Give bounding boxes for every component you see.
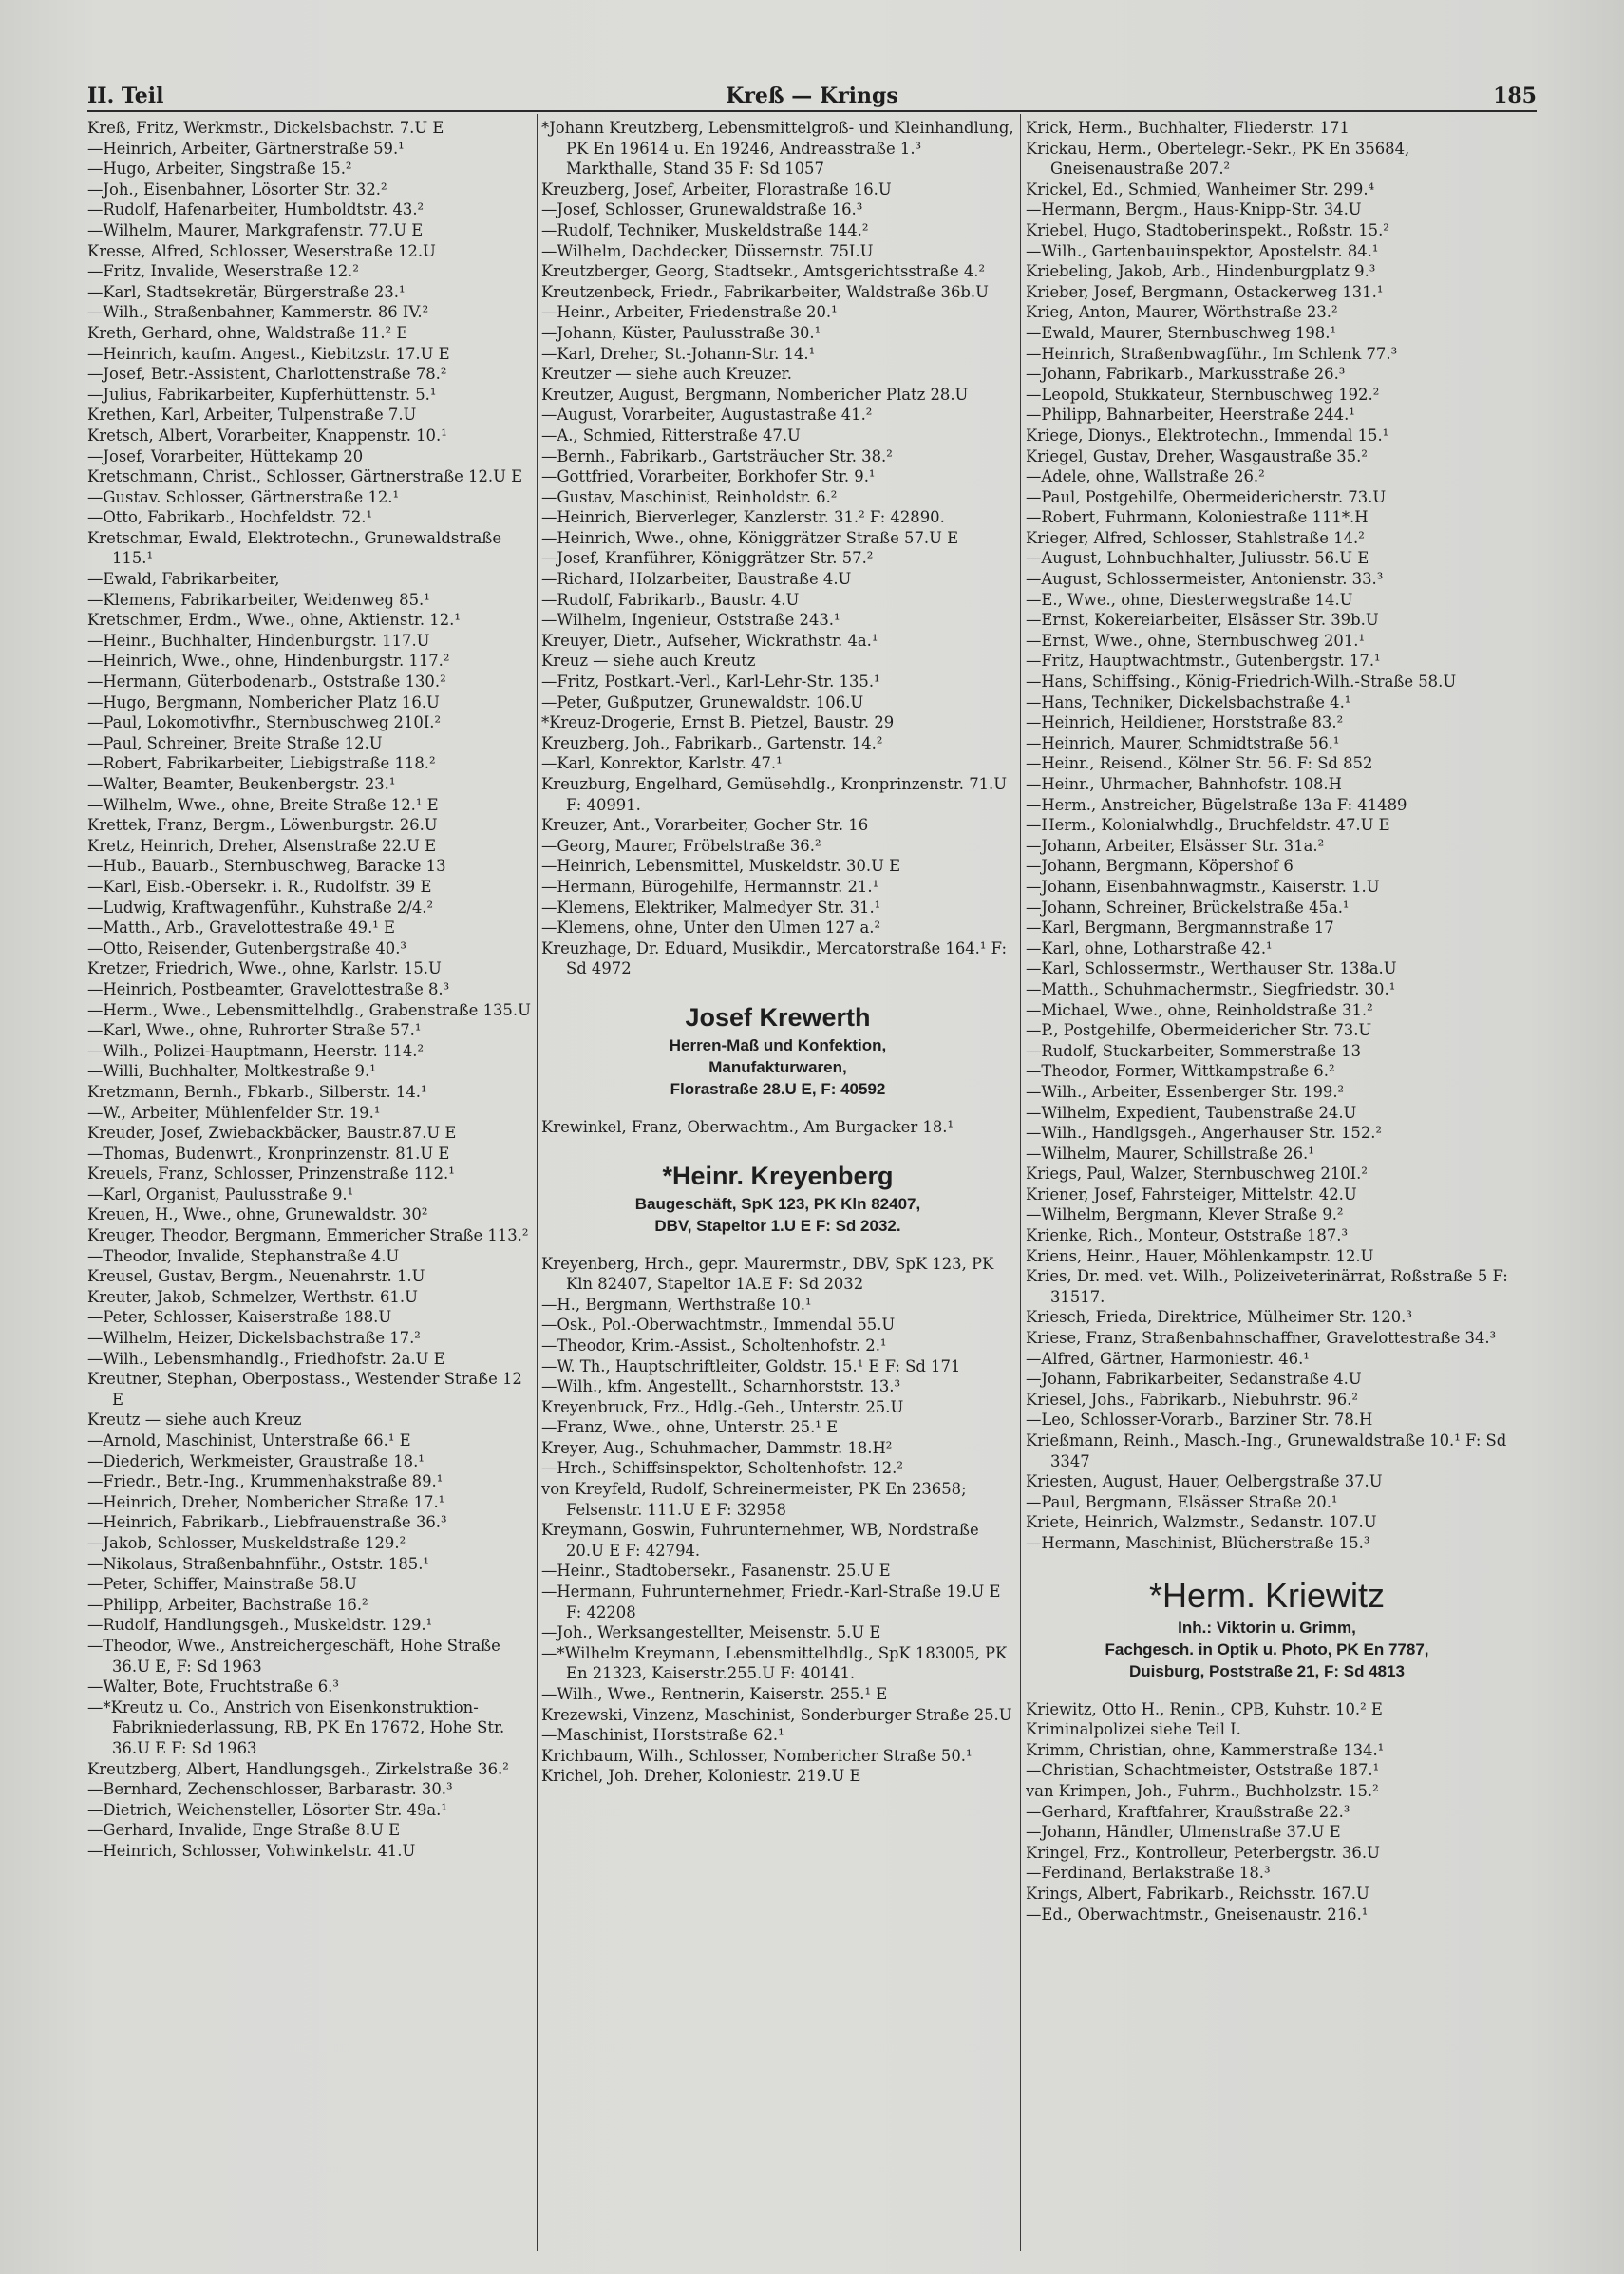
directory-entry: —Leopold, Stukkateur, Sternbuschweg 192.² [1026,385,1380,404]
ad-line: Duisburg, Poststraße 21, F: Sd 4813 [1128,1661,1406,1680]
directory-entry: —Rudolf, Fabrikarb., Baustr. 4.U [541,590,800,609]
directory-entry: Kreuen, H., Wwe., ohne, Grunewaldstr. 30² [87,1205,428,1224]
directory-entry: —Heinrich, Wwe., ohne, Hindenburgstr. 117.² [87,652,450,671]
directory-entry: —H., Bergmann, Werthstraße 10.¹ [541,1295,812,1314]
advertisement [1026,1575,1508,1682]
directory-entry: —Karl, Organist, Paulusstraße 9.¹ [87,1184,354,1203]
directory-entry: —Rudolf, Handlungsgeh., Muskeldstr. 129.¹ [87,1616,433,1635]
directory-entry: —Matth., Schuhmachermstr., Siegfriedstr. 30.¹ [1026,979,1396,998]
directory-entry: —Franz, Wwe., ohne, Unterstr. 25.¹ E [541,1418,839,1437]
directory-entry: —August, Schlossermeister, Antonienstr. 33.³ [1026,570,1384,589]
directory-entry: —Wilhelm, Bergmann, Klever Straße 9.² [1026,1205,1344,1224]
directory-entry: Kreyenbruck, Frz., Hdlg.-Geh., Unterstr. 25.U [541,1397,904,1416]
directory-entry: —Robert, Fabrikarbeiter, Liebigstraße 118.² [87,754,436,773]
ad-line: Manufakturwaren, [708,1057,847,1076]
directory-entry: Kreyenberg, Hrch., gepr. Maurermstr., DBV, SpK 123, PK Kln 82407, Stapeltor 1A.E F: Sd 2032 [541,1254,994,1294]
directory-entry: —Herm., Kolonialwhdlg., Bruchfeldstr. 47.U E [1026,816,1390,835]
directory-entry: Krienke, Rich., Monteur, Oststraße 187.³ [1026,1226,1349,1245]
directory-entry: Krieger, Alfred, Schlosser, Stahlstraße 14.² [1026,528,1365,547]
directory-entry: —Ludwig, Kraftwagenführ., Kuhstraße 2/4.² [87,898,434,917]
directory-entry: —Heinr., Reisend., Kölner Str. 56. F: Sd 852 [1026,754,1373,773]
directory-entry: —Heinrich, Schlosser, Vohwinkelstr. 41.U [87,1841,416,1860]
directory-entry: —Friedr., Betr.-Ing., Krummenhakstraße 89.¹ [87,1472,444,1491]
directory-entry: Kreuder, Josef, Zwiebackbäcker, Baustr.87.U E [87,1124,457,1143]
directory-entry: —Hans, Schiffsing., König-Friedrich-Wilh.-Straße 58.U [1026,673,1457,692]
directory-entry: —Joh., Werksangestellter, Meisenstr. 5.U E [541,1623,881,1642]
directory-entry: —Karl, Konrektor, Karlstr. 47.¹ [541,754,783,773]
section-label: II. Teil [87,84,164,108]
directory-entry: —Joh., Eisenbahner, Lösorter Str. 32.² [87,180,387,199]
directory-entry: Kretsch, Albert, Vorarbeiter, Knappenstr. 10.¹ [87,426,447,445]
directory-entry: —Hermann, Güterbodenarb., Oststraße 130.² [87,673,446,692]
directory-entry: —Ed., Oberwachtmstr., Gneisenaustr. 216.¹ [1026,1904,1369,1923]
column-right [1026,118,1508,2255]
directory-entry: —August, Vorarbeiter, Augustastraße 41.² [541,406,873,425]
directory-entry: —Heinrich, Dreher, Nombericher Straße 17.¹ [87,1492,445,1511]
directory-entry: —Willi, Buchhalter, Moltkestraße 9.¹ [87,1062,376,1081]
directory-entry: Krichbaum, Wilh., Schlosser, Nombericher Straße 50.¹ [541,1746,973,1765]
directory-entry: Krings, Albert, Fabrikarb., Reichsstr. 167.U [1026,1884,1369,1903]
directory-entry: —Wilhelm, Dachdecker, Düssernstr. 75I.U [541,241,874,260]
directory-entry: Kriminalpolizei siehe Teil I. [1026,1720,1241,1739]
directory-entry: —Hrch., Schiffsinspektor, Scholtenhofstr. 12.² [541,1459,903,1478]
directory-entry: Kringel, Frz., Kontrolleur, Peterbergstr. 36.U [1026,1843,1380,1862]
directory-entry: —Alfred, Gärtner, Harmoniestr. 46.¹ [1026,1349,1310,1368]
directory-entry: Krickau, Herm., Obertelegr.-Sekr., PK En 35684, Gneisenaustraße 207.² [1026,139,1410,179]
ad-name: Josef Krewerth [685,1002,871,1032]
directory-entry: —Herm., Anstreicher, Bügelstraße 13a F: 41489 [1026,795,1407,814]
directory-entry: Kreth, Gerhard, ohne, Waldstraße 11.² E [87,323,408,342]
directory-entry: —P., Postgehilfe, Obermeidericher Str. 73.U [1026,1021,1372,1040]
directory-entry: —*Wilhelm Kreymann, Lebensmittelhdlg., SpK 183005, PK En 21323, Kaiserstr.255.U F: 40141. [541,1643,1008,1683]
directory-entry: —Wilh., Handlgsgeh., Angerhauser Str. 152.² [1026,1124,1383,1143]
directory-entry: —Wilh., Straßenbahner, Kammerstr. 86 IV.² [87,303,429,322]
directory-entry: —Heinrich, Maurer, Schmidtstraße 56.¹ [1026,733,1340,752]
directory-entry: Krichel, Joh. Dreher, Koloniestr. 219.U E [541,1767,861,1786]
directory-entry: —Gottfried, Vorarbeiter, Borkhofer Str. 9.¹ [541,467,876,486]
page-title: Kreß — Krings [726,84,898,108]
directory-entry: —Hermann, Bürogehilfe, Hermannstr. 21.¹ [541,877,879,896]
directory-entry: —Robert, Fuhrmann, Koloniestraße 111*.H [1026,508,1369,527]
directory-entry: Krimm, Christian, ohne, Kammerstraße 134.¹ [1026,1740,1385,1759]
directory-entry: —Josef, Vorarbeiter, Hüttekamp 20 [87,446,364,465]
directory-entry: —Heinrich, Heildiener, Horststraße 83.² [1026,713,1344,732]
directory-entry: —Maschinist, Horststraße 62.¹ [541,1726,784,1745]
directory-entry: Kresse, Alfred, Schlosser, Weserstraße 12.U [87,241,436,260]
directory-entry: —Karl, Wwe., ohne, Ruhrorter Straße 57.¹ [87,1021,422,1040]
directory-entry: —Wilhelm, Heizer, Dickelsbachstraße 17.² [87,1329,421,1348]
directory-entry: Kreutzer — siehe auch Kreuzer. [541,365,792,384]
directory-entry: —Adele, ohne, Wallstraße 26.² [1026,467,1265,486]
directory-entry: Krethen, Karl, Arbeiter, Tulpenstraße 7.U [87,406,417,425]
directory-entry: Kreutzberger, Georg, Stadtsekr., Amtsgerichtsstraße 4.² [541,262,986,281]
directory-entry: Krezewski, Vinzenz, Maschinist, Sonderburger Straße 25.U [541,1705,1012,1724]
column-middle [541,118,1014,2255]
directory-entry: —Theodor, Wwe., Anstreichergeschäft, Hohe Straße 36.U E, F: Sd 1963 [87,1636,500,1676]
ad-line: Baugeschäft, SpK 123, PK Kln 82407, [634,1194,921,1213]
directory-entry: Kriege, Dionys., Elektrotechn., Immendal 15.¹ [1026,426,1389,445]
directory-entry: —Heinrich, Arbeiter, Gärtnerstraße 59.¹ [87,139,405,158]
directory-entry: Kreuels, Franz, Schlosser, Prinzenstraße 112.¹ [87,1165,455,1184]
directory-entry: —August, Lohnbuchhalter, Juliusstr. 56.U E [1026,549,1369,568]
directory-entry: Kries, Dr. med. vet. Wilh., Polizeiveterinärrat, Roßstraße 5 F: 31517. [1026,1267,1508,1306]
directory-entry: —Josef, Kranführer, Königgrätzer Str. 57.² [541,549,874,568]
directory-entry: —Peter, Gußputzer, Grunewaldstr. 106.U [541,692,864,711]
directory-entry: Kreß, Fritz, Werkmstr., Dickelsbachstr. 7.U E [87,119,444,137]
column-divider [537,114,538,2251]
directory-entry: —Heinr., Buchhalter, Hindenburgstr. 117.U [87,631,430,650]
directory-entry: —Walter, Bote, Fruchtstraße 6.³ [87,1677,339,1696]
directory-entry: —Wilhelm, Expedient, Taubenstraße 24.U [1026,1103,1357,1122]
directory-entry: —Josef, Betr.-Assistent, Charlottenstraße 78.² [87,365,447,384]
directory-entry: —Ferdinand, Berlakstraße 18.³ [1026,1864,1271,1883]
directory-entry: —Fritz, Hauptwachtmstr., Gutenbergstr. 17.¹ [1026,652,1381,671]
directory-entry: —Wilh., Lebensmhandlg., Friedhofstr. 2a.U E [87,1349,445,1368]
directory-entry: Kreutner, Stephan, Oberpostass., Westender Straße 12 E [87,1370,522,1409]
directory-entry: —Philipp, Arbeiter, Bachstraße 16.² [87,1595,368,1614]
directory-entry: —Wilh., Arbeiter, Essenberger Str. 199.² [1026,1082,1345,1101]
directory-entry: —Heinrich, Straßenbwagführ., Im Schlenk 77.³ [1026,344,1398,363]
directory-entry: —Karl, Eisb.-Obersekr. i. R., Rudolfstr. 39 E [87,877,432,896]
directory-entry: Krieber, Josef, Bergmann, Ostackerweg 131.¹ [1026,282,1384,301]
directory-entry: Kriesel, Johs., Fabrikarb., Niebuhrstr. 96.² [1026,1390,1358,1409]
directory-entry: —Karl, ohne, Lotharstraße 42.¹ [1026,938,1273,957]
directory-entry: Kriewitz, Otto H., Renin., CPB, Kuhstr. 10.² E [1026,1699,1383,1718]
column-left [87,118,532,2255]
directory-entry: Kreuzberg, Joh., Fabrikarb., Gartenstr. 14.² [541,733,883,752]
ad-line: Florastraße 28.U E, F: 40592 [670,1079,886,1098]
directory-entry: —Theodor, Krim.-Assist., Scholtenhofstr. 2.¹ [541,1336,887,1355]
directory-entry: —Hub., Bauarb., Sternbuschweg, Baracke 13 [87,857,446,876]
directory-entry: —Johann, Eisenbahnwagmstr., Kaiserstr. 1.U [1026,877,1380,896]
directory-entry: Kreyer, Aug., Schuhmacher, Dammstr. 18.H² [541,1438,893,1457]
directory-entry: —Rudolf, Techniker, Muskeldstraße 144.² [541,220,869,239]
directory-entry: —Diederich, Werkmeister, Graustraße 18.¹ [87,1451,425,1470]
directory-entry: —Karl, Schlossermstr., Werthauser Str. 138a.U [1026,959,1397,978]
directory-entry: —Michael, Wwe., ohne, Reinholdstraße 31.² [1026,1000,1373,1019]
directory-entry: —Fritz, Postkart.-Verl., Karl-Lehr-Str. 135.¹ [541,673,880,692]
directory-entry: —Gustav, Maschinist, Reinholdstr. 6.² [541,487,838,506]
directory-entry: —Jakob, Schlosser, Muskeldstraße 129.² [87,1533,406,1552]
directory-entry: —Josef, Schlosser, Grunewaldstraße 16.³ [541,200,863,219]
directory-entry: —Nikolaus, Straßenbahnführ., Oststr. 185.¹ [87,1554,429,1573]
directory-entry: Kreuz — siehe auch Kreutz [541,652,756,671]
directory-entry: —W. Th., Hauptschriftleiter, Goldstr. 15.¹ E F: Sd 171 [541,1356,961,1375]
directory-entry: von Kreyfeld, Rudolf, Schreinermeister, PK En 23658; Felsenstr. 111.U E F: 32958 [541,1480,967,1519]
ad-name: *Herm. Kriewitz [1148,1575,1386,1615]
directory-entry: —Heinrich, Lebensmittel, Muskeldstr. 30.U E [541,857,901,876]
directory-entry: —Gerhard, Kraftfahrer, Kraußstraße 22.³ [1026,1802,1350,1821]
directory-entry: Kriener, Josef, Fahrsteiger, Mittelstr. 42.U [1026,1184,1357,1203]
directory-entry: —Karl, Dreher, St.-Johann-Str. 14.¹ [541,344,816,363]
directory-entry: —Klemens, ohne, Unter den Ulmen 127 a.² [541,919,881,938]
ad-name: *Heinr. Kreyenberg [662,1161,894,1190]
directory-entry: —A., Schmied, Ritterstraße 47.U [541,426,801,445]
directory-entry: —Gerhard, Invalide, Enge Straße 8.U E [87,1821,401,1840]
directory-entry: Kriete, Heinrich, Walzmstr., Sedanstr. 107.U [1026,1513,1377,1532]
directory-entry: —Paul, Lokomotivfhr., Sternbuschweg 210I.² [87,713,442,732]
directory-entry: Kretschmar, Ewald, Elektrotechn., Grunewaldstraße 115.¹ [87,528,502,568]
directory-entry: Kreuzburg, Engelhard, Gemüsehdlg., Kronprinzenstr. 71.U F: 40991. [541,775,1008,814]
directory-entry: Krick, Herm., Buchhalter, Fliederstr. 171 [1026,119,1350,137]
directory-entry: Kreuzer, Ant., Vorarbeiter, Gocher Str. 16 [541,816,869,835]
directory-entry: —Johann, Fabrikarb., Markusstraße 26.³ [1026,365,1346,384]
directory-entry: Kriegel, Gustav, Dreher, Wasgaustraße 35.² [1026,446,1368,465]
directory-entry: —Wilhelm, Maurer, Schillstraße 26.¹ [1026,1144,1314,1163]
directory-entry: —Dietrich, Weichensteller, Lösorter Str. 49a.¹ [87,1800,447,1819]
directory-entry: Kretschmer, Erdm., Wwe., ohne, Aktienstr. 12.¹ [87,611,461,630]
directory-entry: Kriegs, Paul, Walzer, Sternbuschweg 210I.² [1026,1165,1368,1184]
directory-entry: —Herm., Wwe., Lebensmittelhdlg., Grabenstraße 135.U [87,1000,531,1019]
advertisement [541,1000,1014,1100]
directory-entry: —Klemens, Elektriker, Malmedyer Str. 31.¹ [541,898,881,917]
directory-entry: Kreuyer, Dietr., Aufseher, Wickrathstr. 4a.¹ [541,631,878,650]
directory-entry: —Theodor, Former, Wittkampstraße 6.² [1026,1062,1335,1081]
directory-entry: Kriebel, Hugo, Stadtoberinspekt., Roßstr. 15.² [1026,220,1389,239]
directory-entry: —Heinrich, Wwe., ohne, Königgrätzer Straße 57.U E [541,528,959,547]
directory-entry: —Heinrich, Fabrikarb., Liebfrauenstraße 36.³ [87,1513,447,1532]
directory-entry: Kreuzberg, Josef, Arbeiter, Florastraße 16.U [541,180,892,199]
directory-entry: —Bernhard, Zechenschlosser, Barbarastr. 30.³ [87,1780,453,1799]
directory-entry: —Philipp, Bahnarbeiter, Heerstraße 244.¹ [1026,406,1355,425]
directory-entry: —Julius, Fabrikarbeiter, Kupferhüttenstr. 5.¹ [87,385,437,404]
directory-entry: —Heinr., Stadtobersekr., Fasanenstr. 25.U E [541,1562,891,1581]
page-number: 185 [1493,84,1537,108]
directory-entry: —Heinrich, Bierverleger, Kanzlerstr. 31.² F: 42890. [541,508,945,527]
directory-entry: —Arnold, Maschinist, Unterstraße 66.¹ E [87,1431,411,1450]
directory-entry: Kretschmann, Christ., Schlosser, Gärtnerstraße 12.U E [87,467,523,486]
directory-entry: —Paul, Bergmann, Elsässer Straße 20.¹ [1026,1492,1338,1511]
directory-entry: —Richard, Holzarbeiter, Baustraße 4.U [541,570,852,589]
directory-entry: —Klemens, Fabrikarbeiter, Weidenweg 85.¹ [87,590,430,609]
ad-line: Fachgesch. in Optik u. Photo, PK En 7787, [1105,1639,1429,1658]
column-divider [1020,114,1021,2251]
directory-entry: *Johann Kreutzberg, Lebensmittelgroß- und Kleinhandlung, PK En 19614 u. En 19246, Andreasstraße 1.³ Markthalle, Stand 35 F: Sd 1057 [541,119,1014,179]
directory-entry: —Ewald, Maurer, Sternbuschweg 198.¹ [1026,323,1337,342]
directory-entry: —*Kreutz u. Co., Anstrich von Eisenkonstruktion-Fabrikniederlassung, RB, PK En 17672, Hohe Str. 36.U E F: Sd 1963 [87,1697,505,1757]
directory-entry: —Otto, Fabrikarb., Hochfeldstr. 72.¹ [87,508,373,527]
directory-entry: Kretz, Heinrich, Dreher, Alsenstraße 22.U E [87,836,437,855]
directory-entry: —Ernst, Kokereiarbeiter, Elsässer Str. 39b.U [1026,611,1379,630]
directory-entry: —W., Arbeiter, Mühlenfelder Str. 19.¹ [87,1103,381,1122]
directory-entry: —Johann, Arbeiter, Elsässer Str. 31a.² [1026,836,1325,855]
directory-entry: —Johann, Küster, Paulusstraße 30.¹ [541,323,821,342]
ad-line: Inh.: Viktorin u. Grimm, [1178,1618,1356,1637]
directory-entry: —Paul, Postgehilfe, Obermeidericherstr. 73.U [1026,487,1387,506]
directory-entry: Kreusel, Gustav, Bergm., Neuenahrstr. 1.U [87,1267,425,1286]
directory-entry: —Bernh., Fabrikarb., Gartsträucher Str. 38.² [541,446,893,465]
advertisement [541,1159,1014,1237]
directory-entry: —Peter, Schlosser, Kaiserstraße 188.U [87,1308,392,1327]
directory-entry: —Heinrich, Postbeamter, Gravelottestraße 8.³ [87,979,450,998]
directory-entry: van Krimpen, Joh., Fuhrm., Buchholzstr. 15.² [1026,1781,1379,1800]
directory-entry: —Christian, Schachtmeister, Oststraße 187.¹ [1026,1761,1380,1780]
directory-entry: —Johann, Bergmann, Köpershof 6 [1026,857,1294,876]
directory-entry: —Karl, Bergmann, Bergmannstraße 17 [1026,919,1334,938]
directory-entry: —Wilhelm, Maurer, Markgrafenstr. 77.U E [87,220,424,239]
directory-entry: —Wilhelm, Wwe., ohne, Breite Straße 12.¹ E [87,795,439,814]
directory-entry: —Thomas, Budenwrt., Kronprinzenstr. 81.U E [87,1144,450,1163]
directory-entry: —Matth., Arb., Gravelottestraße 49.¹ E [87,919,396,938]
directory-entry: Krickel, Ed., Schmied, Wanheimer Str. 299.⁴ [1026,180,1375,199]
directory-entry: —Johann, Fabrikarbeiter, Sedanstraße 4.U [1026,1370,1362,1389]
directory-entry: —E., Wwe., ohne, Diesterwegstraße 14.U [1026,590,1353,609]
directory-entry: —Ernst, Wwe., ohne, Sternbuschweg 201.¹ [1026,631,1366,650]
directory-entry: Kreutz — siehe auch Kreuz [87,1411,302,1430]
directory-entry: Kreuter, Jakob, Schmelzer, Werthstr. 61.U [87,1287,418,1306]
directory-entry: —Walter, Beamter, Beukenbergstr. 23.¹ [87,775,396,793]
directory-entry: Krießmann, Reinh., Masch.-Ing., Grunewaldstraße 10.¹ F: Sd 3347 [1026,1431,1507,1470]
header-rule [87,110,1537,112]
directory-entry: —Peter, Schiffer, Mainstraße 58.U [87,1575,357,1594]
directory-entry: —Heinr., Arbeiter, Friedenstraße 20.¹ [541,303,838,322]
directory-entry: *Kreuz-Drogerie, Ernst B. Pietzel, Baustr. 29 [541,713,895,732]
directory-entry: Kriebeling, Jakob, Arb., Hindenburgplatz 9.³ [1026,262,1376,281]
directory-entry: —Karl, Stadtsekretär, Bürgerstraße 23.¹ [87,282,406,301]
ad-line: Herren-Maß und Konfektion, [669,1035,887,1054]
directory-entry: —Wilh., Wwe., Rentnerin, Kaiserstr. 255.¹ E [541,1685,888,1703]
directory-entry: Kreutzenbeck, Friedr., Fabrikarbeiter, Waldstraße 36b.U [541,282,989,301]
directory-entry: —Fritz, Invalide, Weserstraße 12.² [87,262,359,281]
directory-entry: Kreuzhage, Dr. Eduard, Musikdir., Mercatorstraße 164.¹ F: Sd 4972 [541,938,1007,978]
directory-entry: —Rudolf, Hafenarbeiter, Humboldtstr. 43.² [87,200,425,219]
ad-line: DBV, Stapeltor 1.U E F: Sd 2032. [654,1216,901,1235]
directory-entry: —Hermann, Maschinist, Blücherstraße 15.³ [1026,1533,1370,1552]
directory-entry: —Hermann, Fuhrunternehmer, Friedr.-Karl-Straße 19.U E F: 42208 [541,1582,1001,1621]
directory-entry: Kriesch, Frieda, Direktrice, Mülheimer Str. 120.³ [1026,1308,1412,1327]
directory-entry: Krewinkel, Franz, Oberwachtm., Am Burgacker 18.¹ [541,1117,954,1136]
directory-entry: —Heinr., Uhrmacher, Bahnhofstr. 108.H [1026,775,1342,793]
directory-entry: —Wilh., kfm. Angestellt., Scharnhorststr. 13.³ [541,1377,901,1396]
directory-entry: Kreutzer, August, Bergmann, Nombericher Platz 28.U [541,385,969,404]
directory-entry: Kreutzberg, Albert, Handlungsgeh., Zirkelstraße 36.² [87,1759,509,1778]
directory-entry: Krieg, Anton, Maurer, Wörthstraße 23.² [1026,303,1338,322]
directory-entry: —Paul, Schreiner, Breite Straße 12.U [87,733,383,752]
directory-entry: —Hermann, Bergm., Haus-Knipp-Str. 34.U [1026,200,1362,219]
directory-entry: Kriens, Heinr., Hauer, Möhlenkampstr. 12.U [1026,1246,1374,1265]
directory-entry: —Rudolf, Stuckarbeiter, Sommerstraße 13 [1026,1041,1362,1060]
directory-entry: —Leo, Schlosser-Vorarb., Barziner Str. 78.H [1026,1411,1373,1430]
directory-entry: —Hugo, Arbeiter, Singstraße 15.² [87,160,352,179]
directory-entry: —Wilh., Polizei-Hauptmann, Heerstr. 114.² [87,1041,425,1060]
page-header [87,76,1537,110]
directory-entry: —Hans, Techniker, Dickelsbachstraße 4.¹ [1026,692,1351,711]
directory-entry: Kretzmann, Bernh., Fbkarb., Silberstr. 14.¹ [87,1082,427,1101]
directory-entry: —Johann, Händler, Ulmenstraße 37.U E [1026,1823,1341,1842]
directory-entry: —Hugo, Bergmann, Nombericher Platz 16.U [87,692,440,711]
directory-entry: —Johann, Schreiner, Brückelstraße 45a.¹ [1026,898,1350,917]
directory-entry: —Heinrich, kaufm. Angest., Kiebitzstr. 17.U E [87,344,450,363]
directory-entry: —Gustav. Schlosser, Gärtnerstraße 12.¹ [87,487,400,506]
directory-entry: —Georg, Maurer, Fröbelstraße 36.² [541,836,821,855]
directory-entry: —Theodor, Invalide, Stephanstraße 4.U [87,1246,400,1265]
directory-entry: Kretzer, Friedrich, Wwe., ohne, Karlstr. 15.U [87,959,442,978]
directory-entry: —Ewald, Fabrikarbeiter, [87,570,280,589]
directory-entry: Kriese, Franz, Straßenbahnschaffner, Gravelottestraße 34.³ [1026,1329,1497,1348]
directory-entry: Kreuger, Theodor, Bergmann, Emmericher Straße 113.² [87,1226,529,1245]
directory-entry: —Osk., Pol.-Oberwachtmstr., Immendal 55.U [541,1316,896,1335]
directory-entry: —Wilhelm, Ingenieur, Oststraße 243.¹ [541,611,840,630]
directory-entry: Kriesten, August, Hauer, Oelbergstraße 37.U [1026,1472,1383,1491]
directory-entry: —Wilh., Gartenbauinspektor, Apostelstr. 84.¹ [1026,241,1379,260]
directory-entry: Krettek, Franz, Bergm., Löwenburgstr. 26.U [87,816,438,835]
directory-entry: —Otto, Reisender, Gutenbergstraße 40.³ [87,938,406,957]
directory-entry: Kreymann, Goswin, Fuhrunternehmer, WB, Nordstraße 20.U E F: 42794. [541,1521,979,1560]
